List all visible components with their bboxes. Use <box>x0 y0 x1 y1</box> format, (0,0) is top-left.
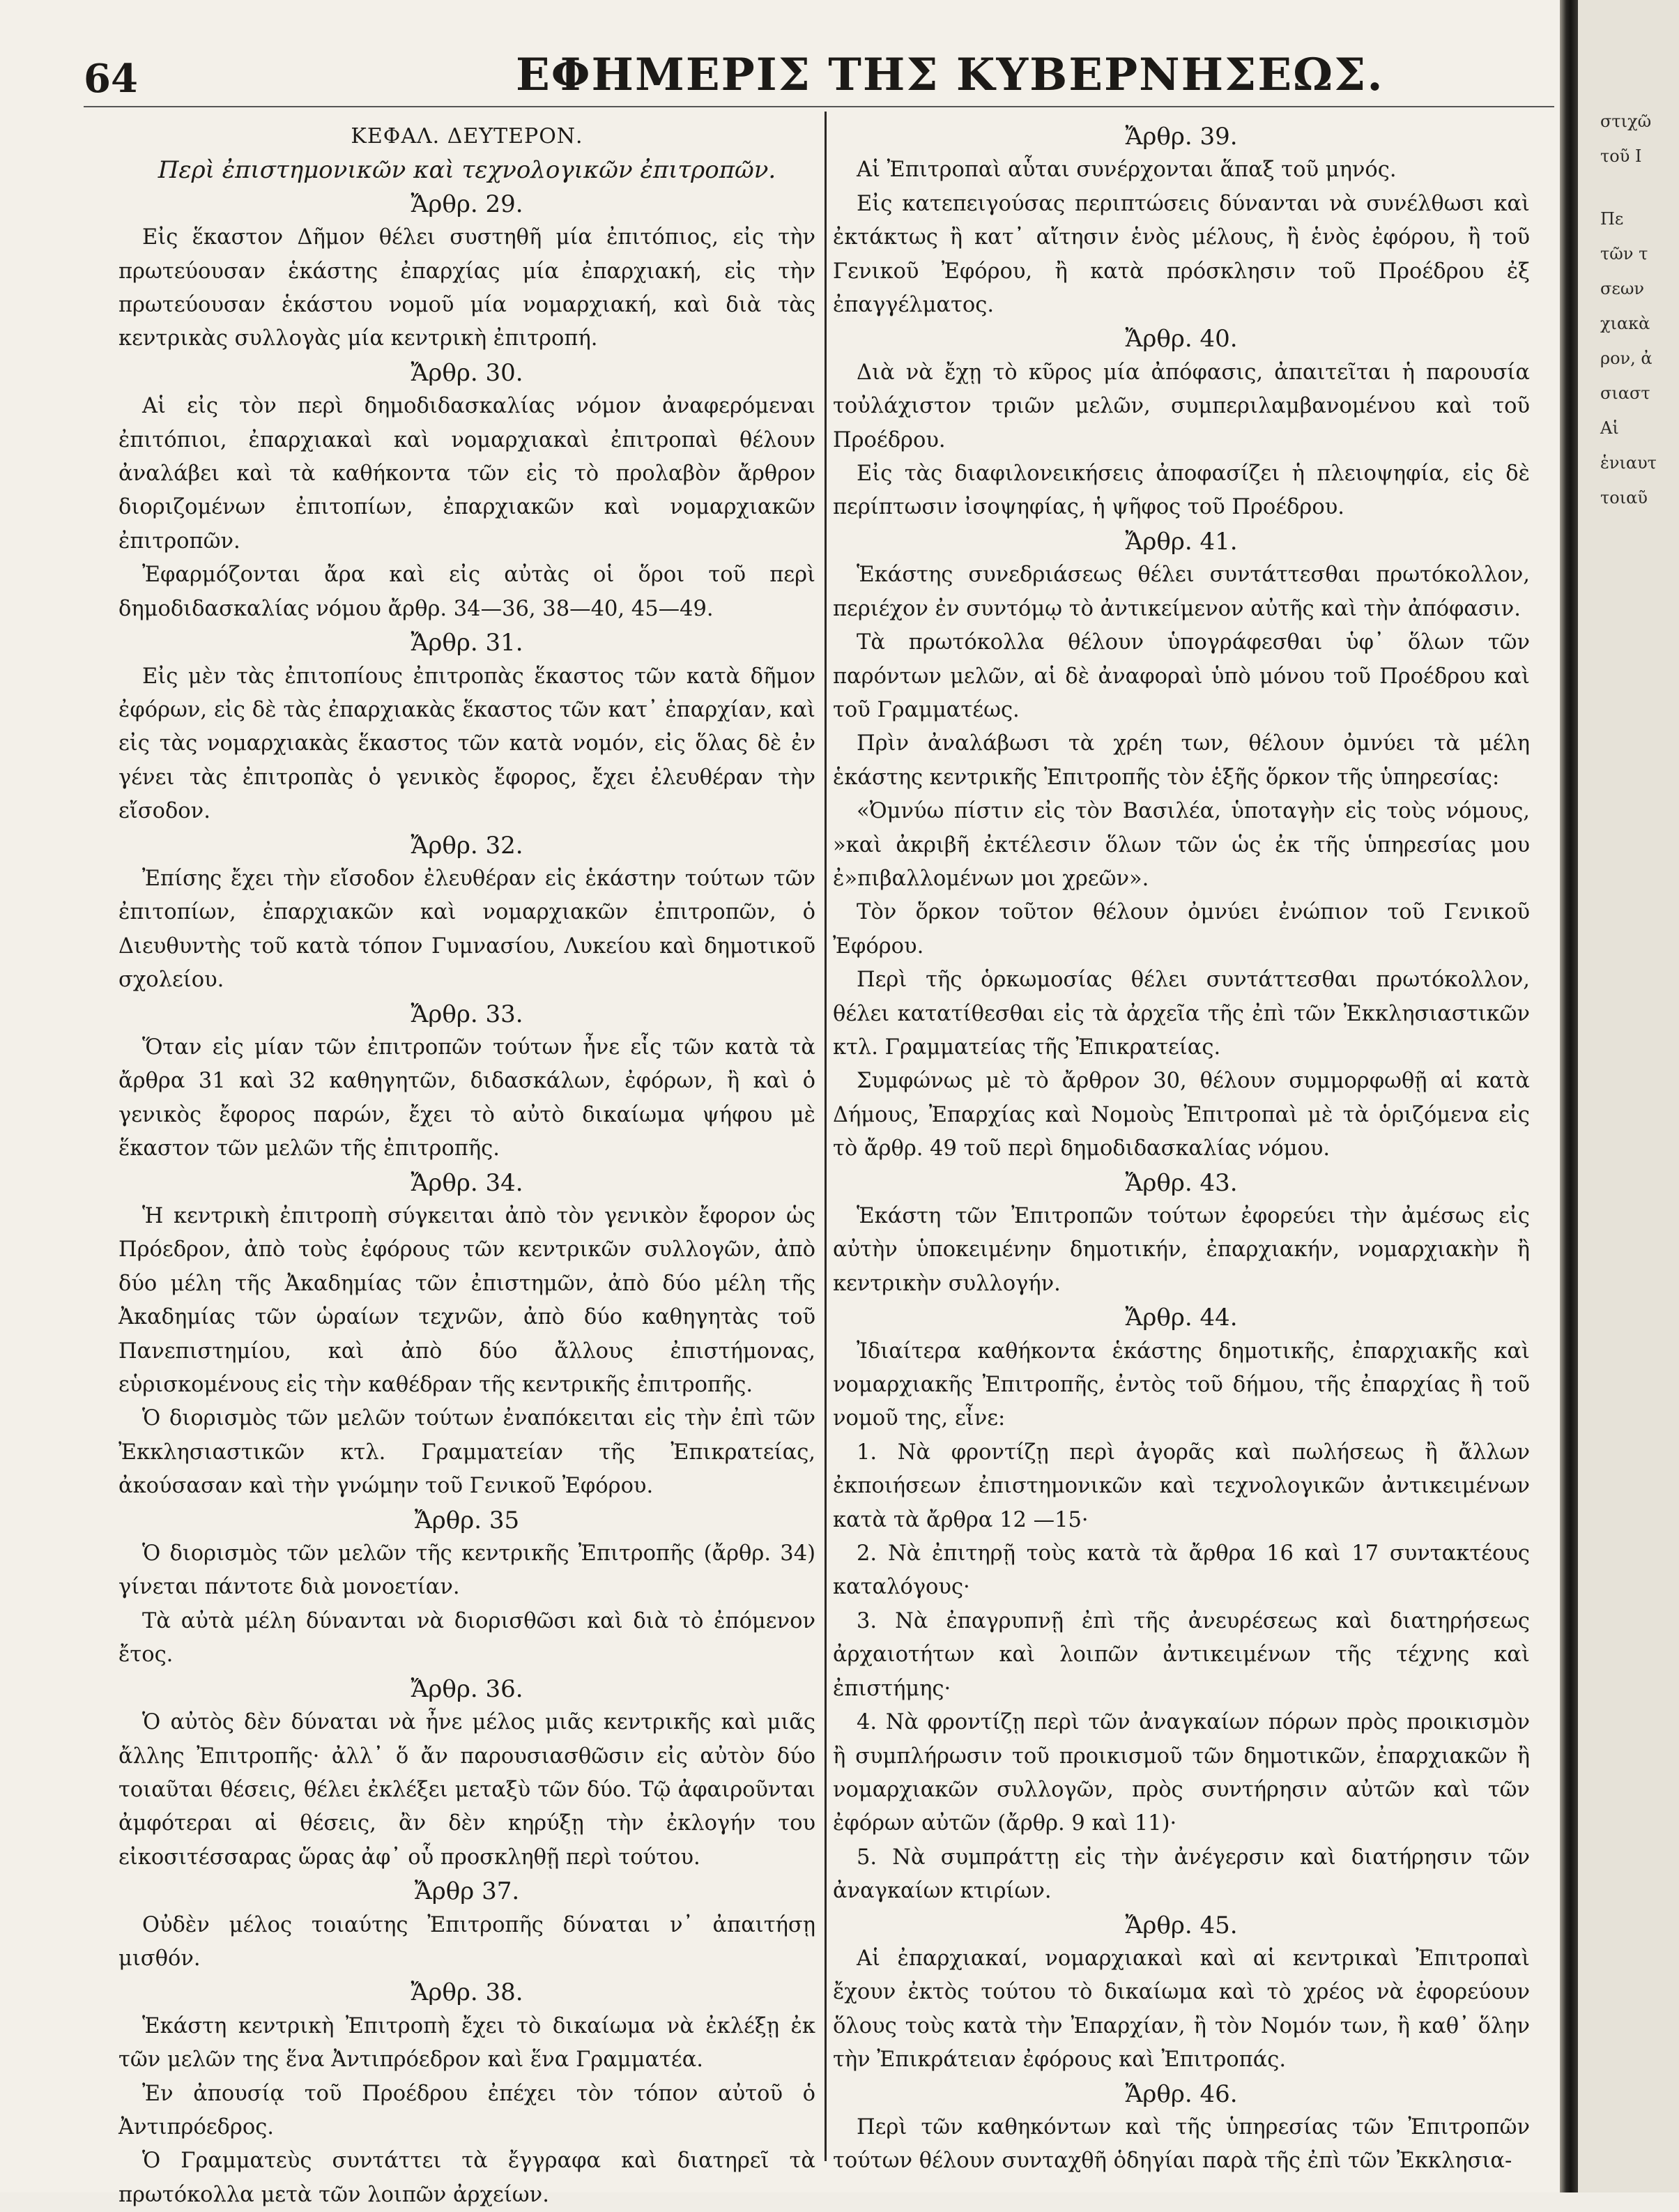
next-page-edge <box>1578 0 1679 2192</box>
book-spine <box>1560 0 1578 2192</box>
header-rule <box>84 106 1554 107</box>
next-page-fragment: σεων <box>1600 279 1644 298</box>
article-heading: Ἄρθρ. 30. <box>411 358 523 387</box>
running-title: ΕΦΗΜΕΡΙΣ ΤΗΣ ΚΥΒΕΡΝΗΣΕΩΣ. <box>516 49 1384 101</box>
paragraph: Αἱ εἰς τὸν περὶ δημοδιδασκαλίας νόμον ἀναφερόμεναι ἐπιτόπιοι, ἐπαρχιακαὶ καὶ νομαρχιακαὶ ἐπιτροπαὶ θέλουν ἀναλάβει καὶ τὰ καθήκοντα τῶν εἰς τὸ προλαβὸν ἄρθρον διοριζομένων ἐπιτοπίων, ἐπαρχιακῶν καὶ νομαρχιακῶν ἐπιτροπῶν. <box>118 394 815 554</box>
article-heading: Ἄρθρ. 46. <box>1125 2080 1238 2108</box>
paragraph: Εἰς μὲν τὰς ἐπιτοπίους ἐπιτροπὰς ἕκαστος τῶν κατὰ δῆμον ἐφόρων, εἰς δὲ τὰς ἐπαρχιακὰς ἕκαστος τῶν κατ᾽ ἐπαρχίαν, καὶ εἰς τὰς νομαρχιακὰς ἕκαστος τῶν κατὰ νομόν, εἰς ὅλας δὲ ἐν γένει τὰς ἐπιτροπὰς ὁ γενικὸς ἔφορος, ἔχει ἐλευθέραν τὴν εἴσοδον. <box>118 664 815 824</box>
article-heading: Ἄρθρ. 40. <box>1125 325 1238 353</box>
paragraph: Ὅταν εἰς μίαν τῶν ἐπιτροπῶν τούτων ἦνε εἷς τῶν κατὰ τὰ ἄρθρα 31 καὶ 32 καθηγητῶν, διδασκάλων, ἐφόρων, ἢ καὶ ὁ γενικὸς ἔφορος παρών, ἔχει τὸ αὐτὸ δικαίωμα ψήφου μὲ ἕκαστον τῶν μελῶν τῆς ἐπιτροπῆς. <box>118 1035 815 1161</box>
article-heading: Ἄρθρ. 29. <box>411 190 523 218</box>
page-header <box>84 49 1547 105</box>
paragraph: Περὶ τῶν καθηκόντων καὶ τῆς ὑπηρεσίας τῶν Ἐπιτροπῶν τούτων θέλουν συνταχθῆ ὁδηγίαι παρὰ τῆς ἐπὶ τῶν Ἐκκλησια- <box>833 2114 1530 2174</box>
paragraph: Ὁ αὐτὸς δὲν δύναται νὰ ἦνε μέλος μιᾶς κεντρικῆς καὶ μιᾶς ἄλλης Ἐπιτροπῆς· ἀλλ᾽ ὅ ἄν παρουσιασθῶσιν εἰς αὐτὸν δύο τοιαῦται θέσεις, θέλει ἐκλέξει μεταξὺ τῶν δύο. Τῷ ἀφαιροῦνται ἀμφότεραι αἱ θέσεις, ἂν δὲν κηρύξῃ τὴν ἐκλογήν του εἰκοσιτέσσαρας ὥρας ἀφ᾽ οὗ προσκληθῇ περὶ τούτου. <box>118 1710 815 1870</box>
article-heading: Ἄρθρ. 41. <box>1125 527 1238 556</box>
next-page-fragment: τοῦ Ι <box>1600 146 1642 166</box>
paragraph: Ἑκάστη κεντρικὴ Ἐπιτροπὴ ἔχει τὸ δικαίωμα νὰ ἐκλέξῃ ἐκ τῶν μελῶν της ἕνα Ἀντιπρόεδρον καὶ ἕνα Γραμματέα. <box>118 2013 815 2073</box>
paragraph: Εἰς τὰς διαφιλονεικήσεις ἀποφασίζει ἡ πλειοψηφία, εἰς δὲ περίπτωσιν ἰσοψηφίας, ἡ ψῆφος τοῦ Προέδρου. <box>833 462 1530 520</box>
paragraph: Ὁ διορισμὸς τῶν μελῶν τούτων ἐναπόκειται εἰς τὴν ἐπὶ τῶν Ἐκκλησιαστικῶν κτλ. Γραμματείαν τῆς Ἐπικρατείας, ἀκούσασαν καὶ τὴν γνώμην τοῦ Γενικοῦ Ἐφόρου. <box>118 1406 815 1499</box>
next-page-fragment: Πε <box>1600 209 1624 229</box>
next-page-fragment: τοιαῦ <box>1600 488 1648 508</box>
paragraph: Ἰδιαίτερα καθήκοντα ἑκάστης δημοτικῆς, ἐπαρχιακῆς καὶ νομαρχιακῆς Ἐπιτροπῆς, ἐντὸς τοῦ δήμου, τῆς ἐπαρχίας ἢ τοῦ νομοῦ της, εἶνε: <box>833 1338 1530 1431</box>
paragraph: Περὶ τῆς ὁρκωμοσίας θέλει συντάττεσθαι πρωτόκολλον, θέλει κατατίθεσθαι εἰς τὰ ἀρχεῖα τῆς ἐπὶ τῶν Ἐκκλησιαστικῶν κτλ. Γραμματείας τῆς Ἐπικρατείας. <box>833 968 1530 1060</box>
article-heading: Ἄρθρ. 36. <box>411 1675 523 1703</box>
paragraph: Αἱ ἐπαρχιακαί, νομαρχιακαὶ καὶ αἱ κεντρικαὶ Ἐπιτροπαὶ ἔχουν ἐκτὸς τούτου τὸ δικαίωμα καὶ τὸ χρέος νὰ ἐφορεύουν ὅλους τοὺς κατὰ τὴν Ἐπαρχίαν, ἢ τὸν Νομόν των, ἢ καθ᾽ ὅλην τὴν Ἐπικράτειαν ἐφόρους καὶ Ἐπιτροπάς. <box>833 1946 1530 2073</box>
list-item: 3. Νὰ ἐπαγρυπνῇ ἐπὶ τῆς ἀνευρέσεως καὶ διατηρήσεως ἀρχαιοτήτων καὶ λοιπῶν ἀντικειμένων τῆς τέχνης καὶ ἐπιστήμης· <box>833 1608 1530 1701</box>
paragraph: Ὁ διορισμὸς τῶν μελῶν τῆς κεντρικῆς Ἐπιτροπῆς (ἄρθρ. 34) γίνεται πάντοτε διὰ μονοετίαν. <box>118 1541 815 1600</box>
list-item: 5. Νὰ συμπράττῃ εἰς τὴν ἀνέγερσιν καὶ διατήρησιν τῶν ἀναγκαίων κτιρίων. <box>833 1845 1530 1904</box>
paragraph: Ὁ Γραμματεὺς συντάττει τὰ ἔγγραφα καὶ διατηρεῖ τὰ πρωτόκολλα μετὰ τῶν λοιπῶν ἀρχείων. <box>118 2149 815 2207</box>
article-heading: Ἄρθρ. 38. <box>411 1978 523 2007</box>
paragraph: Ἡ κεντρικὴ ἐπιτροπὴ σύγκειται ἀπὸ τὸν γενικὸν ἔφορον ὡς Πρόεδρον, ἀπὸ τοὺς ἐφόρους τῶν κεντρικῶν συλλογῶν, ἀπὸ δύο μέλη τῆς Ἀκαδημίας τῶν ἐπιστημῶν, ἀπὸ δύο μέλη τῆς Ἀκαδημίας τῶν ὡραίων τεχνῶν, ἀπὸ δύο καθηγητὰς τοῦ Πανεπιστημίου, καὶ ἀπὸ δύο ἄλλους ἐπιστήμονας, εὑρισκομένους εἰς τὴν καθέδραν τῆς κεντρικῆς ἐπιτροπῆς. <box>118 1204 815 1398</box>
column-divider <box>825 112 827 2161</box>
list-item: 4. Νὰ φροντίζῃ περὶ τῶν ἀναγκαίων πόρων πρὸς προικισμὸν ἢ συμπλήρωσιν τοῦ προικισμοῦ τῶν δημοτικῶν, ἐπαρχιακῶν ἢ νομαρχιακῶν συλλογῶν, πρὸς συντήρησιν αὐτῶν καὶ τῶν ἐφόρων αὐτῶν (ἄρθρ. 9 καὶ 11)· <box>833 1710 1530 1836</box>
paragraph: Συμφώνως μὲ τὸ ἄρθρον 30, θέλουν συμμορφωθῇ αἱ κατὰ Δήμους, Ἐπαρχίας καὶ Νομοὺς Ἐπιτροπαὶ μὲ τὰ ὁριζόμενα εἰς τὸ ἄρθρ. 49 τοῦ περὶ δημοδιδασκαλίας νόμου. <box>833 1069 1530 1161</box>
paragraph: Ἑκάστη τῶν Ἐπιτροπῶν τούτων ἐφορεύει τὴν ἀμέσως εἰς αὐτὴν ὑποκειμένην δημοτικήν, ἐπαρχιακήν, νομαρχιακὴν ἢ κεντρικὴν συλλογήν. <box>833 1204 1530 1296</box>
paragraph: Πρὶν ἀναλάβωσι τὰ χρέη των, θέλουν ὀμνύει τὰ μέλη ἑκάστης κεντρικῆς Ἐπιτροπῆς τὸν ἑξῆς ὅρκον τῆς ὑπηρεσίας: <box>833 731 1530 790</box>
next-page-fragment: Αἱ <box>1600 418 1619 438</box>
chapter-subtitle: Περὶ ἐπιστημονικῶν καὶ τεχνολογικῶν ἐπιτροπῶν. <box>158 156 776 185</box>
article-heading: Ἄρθρ. 43. <box>1125 1168 1238 1197</box>
page-number: 64 <box>84 56 138 102</box>
paragraph: Ἐφαρμόζονται ἄρα καὶ εἰς αὐτὰς οἱ ὅροι τοῦ περὶ δημοδιδασκαλίας νόμου ἄρθρ. 34—36, 38—40, 45—49. <box>118 563 815 621</box>
paragraph: Τὰ αὐτὰ μέλη δύνανται νὰ διορισθῶσι καὶ διὰ τὸ ἐπόμενον ἔτος. <box>118 1608 815 1668</box>
article-heading: Ἄρθρ. 39. <box>1125 123 1238 151</box>
list-item: 1. Νὰ φροντίζῃ περὶ ἀγορᾶς καὶ πωλήσεως ἢ ἄλλων ἐκποιήσεων ἐπιστημονικῶν καὶ τεχνολογικῶν ἀντικειμένων κατὰ τὰ ἄρθρα 12 —15· <box>833 1440 1530 1532</box>
chapter-heading: ΚΕΦΑΛ. ΔΕΥΤΕΡΟΝ. <box>351 124 583 148</box>
list-item: 2. Νὰ ἐπιτηρῇ τοὺς κατὰ τὰ ἄρθρα 16 καὶ 17 συντακτέους καταλόγους· <box>833 1541 1530 1600</box>
paragraph: Οὐδὲν μέλος τοιαύτης Ἐπιτροπῆς δύναται ν᾽ ἀπαιτήσῃ μισθόν. <box>118 1912 815 1971</box>
article-heading: Ἄρθρ. 44. <box>1125 1304 1238 1332</box>
next-page-fragment: ἑνιαυτ <box>1600 453 1657 473</box>
article-heading: Ἄρθρ. 31. <box>411 629 523 657</box>
left-column <box>118 120 815 2212</box>
next-page-fragment: ρον, ἀ <box>1600 349 1653 368</box>
next-page-fragment: χιακὰ <box>1600 314 1650 333</box>
next-page-fragment: σιαστ <box>1600 383 1650 403</box>
article-heading: Ἄρθρ. 32. <box>411 831 523 860</box>
article-heading: Ἄρθρ. 34. <box>411 1168 523 1197</box>
right-column <box>833 120 1530 2179</box>
paragraph: Τὸν ὅρκον τοῦτον θέλουν ὀμνύει ἐνώπιον τοῦ Γενικοῦ Ἐφόρου. <box>833 900 1530 959</box>
paragraph: Ἐν ἀπουσίᾳ τοῦ Προέδρου ἐπέχει τὸν τόπον αὐτοῦ ὁ Ἀντιπρόεδρος. <box>118 2081 815 2139</box>
article-heading: Ἄρθρ. 33. <box>411 1000 523 1028</box>
paragraph: Διὰ νὰ ἔχῃ τὸ κῦρος μία ἀπόφασις, ἀπαιτεῖται ἡ παρουσία τοὐλάχιστον τριῶν μελῶν, συμπεριλαμβανομένου καὶ τοῦ Προέδρου. <box>833 360 1530 452</box>
paragraph: Εἰς κατεπειγούσας περιπτώσεις δύνανται νὰ συνέλθωσι καὶ ἐκτάκτως ἢ κατ᾽ αἴτησιν ἑνὸς μέλους, ἢ ἑνὸς ἐφόρου, ἢ τοῦ Γενικοῦ Ἐφόρου, ἢ κατὰ πρόσκλησιν τοῦ Προέδρου ἐξ ἐπαγγέλματος. <box>833 191 1530 318</box>
paragraph: Ἐπίσης ἔχει τὴν εἴσοδον ἐλευθέραν εἰς ἑκάστην τούτων τῶν ἐπιτοπίων, ἐπαρχιακῶν καὶ νομαρχιακῶν ἐπιτροπῶν, ὁ Διευθυντὴς τοῦ κατὰ τόπον Γυμνασίου, Λυκείου καὶ δημοτικοῦ σχολείου. <box>118 866 815 993</box>
next-page-fragment: στιχῶ <box>1600 112 1652 131</box>
paragraph: Ἑκάστης συνεδριάσεως θέλει συντάττεσθαι πρωτόκολλον, περιέχον ἐν συντόμῳ τὸ ἀντικείμενον αὐτῆς καὶ τὴν ἀπόφασιν. <box>833 563 1530 621</box>
paragraph: Αἱ Ἐπιτροπαὶ αὗται συνέρχονται ἅπαξ τοῦ μηνός. <box>857 158 1397 183</box>
paragraph: Εἰς ἕκαστον Δῆμον θέλει συστηθῆ μία ἐπιτόπιος, εἰς τὴν πρωτεύουσαν ἑκάστης ἐπαρχίας μία ἐπαρχιακή, εἰς τὴν πρωτεύουσαν ἑκάστου νομοῦ μία νομαρχιακή, καὶ διὰ τὰς κεντρικὰς συλλογὰς μία κεντρικὴ ἐπιτροπή. <box>118 225 815 351</box>
article-heading: Ἄρθρ. 35 <box>414 1506 520 1534</box>
next-page-fragment: τῶν τ <box>1600 244 1648 264</box>
article-heading: Ἄρθρ. 45. <box>1125 1911 1238 1939</box>
oath-quote: «Ὀμνύω πίστιν εἰς τὸν Βασιλέα, ὑποταγὴν εἰς τοὺς νόμους, »καὶ ἀκριβῆ ἐκτέλεσιν ὅλων τῶν ὡς ἐκ τῆς ὑπηρεσίας μου ἐ»πιβαλλομένων μοι χρεῶν». <box>833 799 1530 891</box>
paragraph: Τὰ πρωτόκολλα θέλουν ὑπογράφεσθαι ὑφ᾽ ὅλων τῶν παρόντων μελῶν, αἱ δὲ ἀναφοραὶ ὑπὸ μόνου τοῦ Προέδρου καὶ τοῦ Γραμματέως. <box>833 630 1530 722</box>
article-heading: Ἄρθρ 37. <box>414 1877 520 1906</box>
